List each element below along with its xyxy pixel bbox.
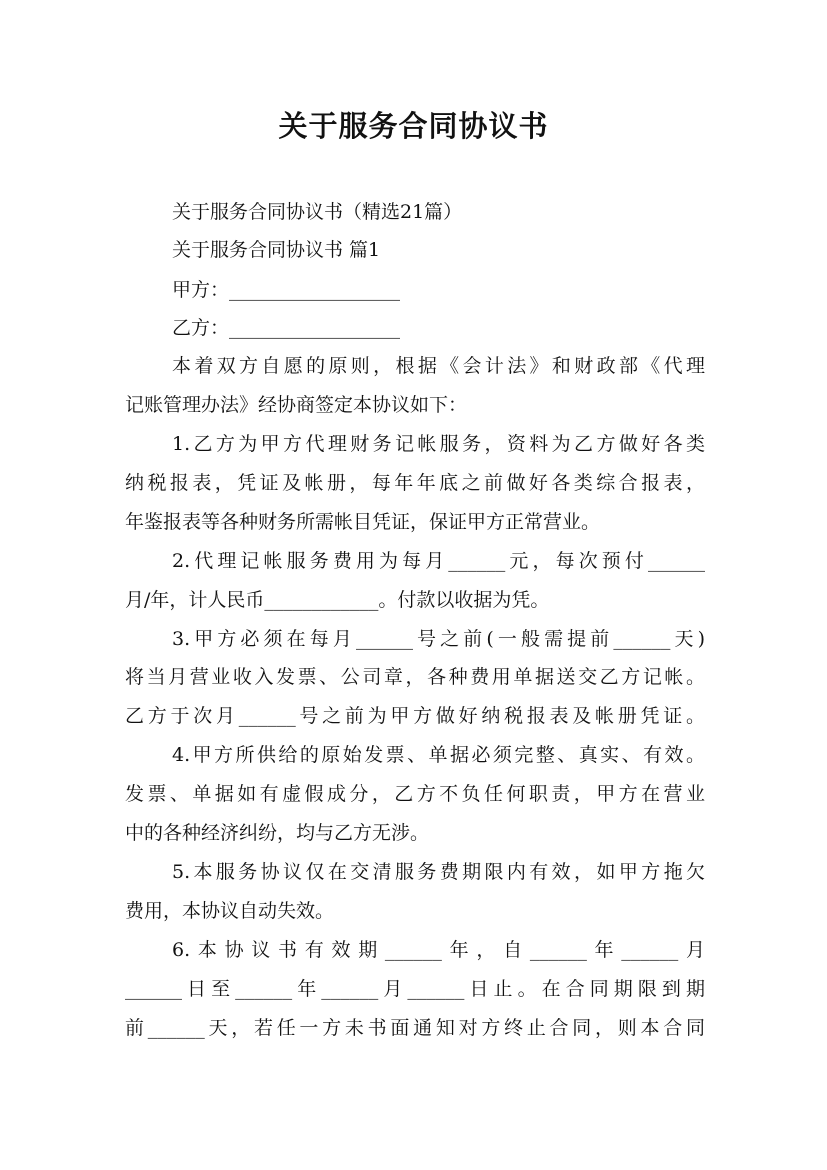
- clause-6-line: ______日至______年______月______日止。在合同期限到期: [125, 978, 705, 1000]
- clause-5-line: 费用，本协议自动失效。: [125, 900, 335, 922]
- clause-3-line: 3.甲方必须在每月______号之前(一般需提前______天): [172, 628, 705, 650]
- party-b-line: 乙方：__________________: [172, 317, 401, 339]
- clause-4-line: 中的各种经济纠纷，均与乙方无涉。: [125, 822, 430, 844]
- clause-4-line: 发票、单据如有虚假成分，乙方不负任何职责，甲方在营业: [125, 783, 705, 805]
- clause-3-line: 将当月营业收入发票、公司章，各种费用单据送交乙方记帐。: [125, 666, 705, 688]
- clause-1-line: 年鉴报表等各种财务所需帐目凭证，保证甲方正常营业。: [125, 511, 601, 533]
- document-title: 关于服务合同协议书: [278, 109, 549, 143]
- clause-2-line: 月/年，计人民币____________。付款以收据为凭。: [125, 589, 550, 611]
- clause-2-line: 2.代理记帐服务费用为每月______元，每次预付______: [172, 550, 705, 572]
- clause-3-line: 乙方于次月______号之前为甲方做好纳税报表及帐册凭证。: [125, 705, 705, 727]
- clause-1-line: 纳税报表，凭证及帐册，每年年底之前做好各类综合报表，: [125, 472, 705, 494]
- clause-4-line: 4.甲方所供给的原始发票、单据必须完整、真实、有效。: [172, 744, 705, 766]
- clause-6-line: 前______天，若任一方未书面通知对方终止合同，则本合同: [125, 1017, 705, 1039]
- paragraph-line: 记账管理办法》经协商签定本协议如下：: [125, 394, 468, 416]
- clause-5-line: 5.本服务协议仅在交清服务费期限内有效，如甲方拖欠: [172, 861, 705, 883]
- party-a-line: 甲方：__________________: [172, 279, 401, 301]
- clause-1-line: 1.乙方为甲方代理财务记帐服务，资料为乙方做好各类: [172, 433, 705, 455]
- clause-6-line: 6.本协议书有效期______年，自______年______月: [172, 939, 705, 961]
- subtitle-line: 关于服务合同协议书（精选21篇）: [172, 201, 463, 223]
- paragraph-line: 本着双方自愿的原则，根据《会计法》和财政部《代理: [172, 355, 705, 377]
- section-heading: 关于服务合同协议书 篇1: [172, 239, 381, 261]
